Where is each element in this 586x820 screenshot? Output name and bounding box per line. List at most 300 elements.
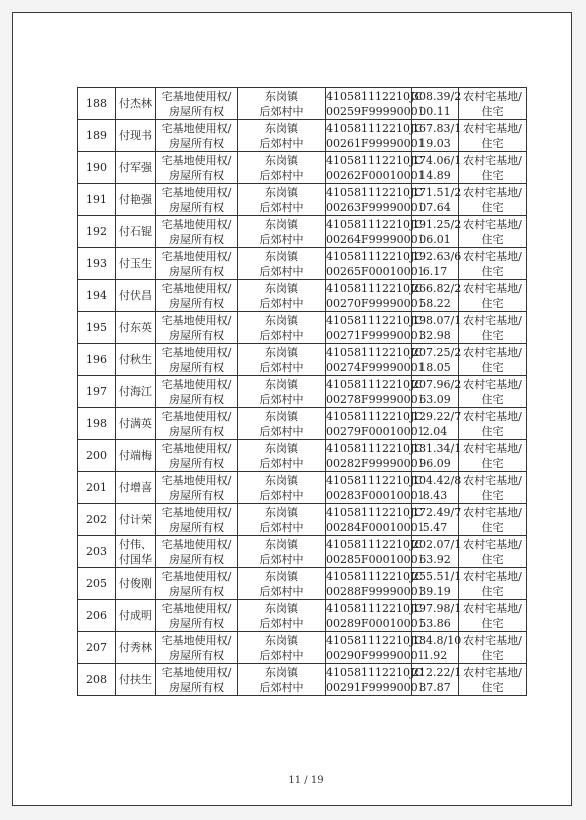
cell-line: 后郊村中 bbox=[259, 680, 304, 694]
cell-line: 东岗镇 bbox=[265, 249, 298, 263]
cell-line: 266.82/2 bbox=[412, 281, 462, 295]
land-use bbox=[459, 248, 527, 280]
area bbox=[412, 152, 462, 184]
table-row bbox=[78, 184, 527, 216]
area bbox=[412, 216, 462, 248]
parcel-code bbox=[326, 472, 425, 504]
cell-line: 东岗镇 bbox=[265, 601, 298, 615]
row-number: 197 bbox=[78, 376, 116, 408]
cell-line: 410581112210JC bbox=[326, 121, 423, 135]
owner-name: 付端梅 bbox=[116, 440, 156, 472]
cell-line: 00262F00010001 bbox=[326, 168, 425, 182]
cell-line: 174.06/1 bbox=[412, 153, 462, 167]
owner-name: 付计荣 bbox=[116, 504, 156, 536]
cell-line: 410581112210JC bbox=[326, 345, 423, 359]
parcel-code bbox=[326, 376, 425, 408]
row-number: 206 bbox=[78, 600, 116, 632]
cell-line: 00264F99990001 bbox=[326, 232, 425, 246]
cell-line: 住宅 bbox=[481, 648, 504, 662]
parcel-code bbox=[326, 312, 425, 344]
cell-line: 住宅 bbox=[481, 232, 504, 246]
cell-line: 东岗镇 bbox=[265, 441, 298, 455]
cell-line: 宅基地使用权/ bbox=[161, 377, 232, 391]
owner-name: 付成明 bbox=[116, 600, 156, 632]
location bbox=[238, 472, 326, 504]
cell-line: 农村宅基地/ bbox=[463, 217, 522, 231]
cell-line: 192.63/6 bbox=[412, 249, 462, 263]
area bbox=[412, 344, 462, 376]
parcel-code bbox=[326, 504, 425, 536]
cell-line: 东岗镇 bbox=[265, 633, 298, 647]
cell-line: 后郊村中 bbox=[259, 552, 304, 566]
location bbox=[238, 216, 326, 248]
cell-line: 410581112210JC bbox=[326, 153, 423, 167]
cell-line: 宅基地使用权/ bbox=[161, 345, 232, 359]
cell-line: 宅基地使用权/ bbox=[161, 89, 232, 103]
cell-line: 住宅 bbox=[481, 328, 504, 342]
cell-line: 172.49/7 bbox=[412, 505, 462, 519]
table-row bbox=[78, 120, 527, 152]
cell-line: 农村宅基地/ bbox=[463, 121, 522, 135]
cell-line: 房屋所有权 bbox=[169, 328, 224, 342]
table-row bbox=[78, 472, 527, 504]
cell-line: 后郊村中 bbox=[259, 360, 304, 374]
location bbox=[238, 344, 326, 376]
cell-line: 06.01 bbox=[419, 232, 451, 246]
cell-line: 410581112210JC bbox=[326, 473, 423, 487]
cell-line: 住宅 bbox=[481, 200, 504, 214]
cell-line: 后郊村中 bbox=[259, 488, 304, 502]
cell-line: 住宅 bbox=[481, 520, 504, 534]
cell-line: 00283F00010001 bbox=[326, 488, 425, 502]
table-row bbox=[78, 664, 527, 696]
cell-line: 宅基地使用权/ bbox=[161, 249, 232, 263]
cell-line: 96.09 bbox=[419, 456, 451, 470]
cell-line: 410581112210JC bbox=[326, 569, 423, 583]
row-number: 208 bbox=[78, 664, 116, 696]
cell-line: 农村宅基地/ bbox=[463, 665, 522, 679]
right-type bbox=[156, 408, 238, 440]
right-type bbox=[156, 472, 238, 504]
cell-line: 房屋所有权 bbox=[169, 488, 224, 502]
cell-line: 房屋所有权 bbox=[169, 456, 224, 470]
cell-line: 宅基地使用权/ bbox=[161, 601, 232, 615]
owner-name: 付海江 bbox=[116, 376, 156, 408]
cell-line: 房屋所有权 bbox=[169, 360, 224, 374]
cell-line: 410581112210JC bbox=[326, 633, 423, 647]
cell-line: 00274F99990001 bbox=[326, 360, 425, 374]
row-number: 193 bbox=[78, 248, 116, 280]
cell-line: 207.25/2 bbox=[412, 345, 462, 359]
owner-name: 付秋生 bbox=[116, 344, 156, 376]
cell-line: 2.04 bbox=[422, 424, 448, 438]
area bbox=[412, 568, 462, 600]
table-row bbox=[78, 152, 527, 184]
cell-line: 东岗镇 bbox=[265, 665, 298, 679]
table-row bbox=[78, 344, 527, 376]
right-type bbox=[156, 152, 238, 184]
cell-line: 东岗镇 bbox=[265, 473, 298, 487]
parcel-code bbox=[326, 664, 425, 696]
land-use bbox=[459, 504, 527, 536]
row-number: 191 bbox=[78, 184, 116, 216]
location bbox=[238, 568, 326, 600]
cell-line: 农村宅基地/ bbox=[463, 313, 522, 327]
cell-line: 410581112210JC bbox=[326, 505, 423, 519]
location bbox=[238, 600, 326, 632]
owner-name: 付扶生 bbox=[116, 664, 156, 696]
cell-line: 00.11 bbox=[419, 104, 451, 118]
cell-line: 202.07/1 bbox=[412, 537, 462, 551]
table-row bbox=[78, 504, 527, 536]
cell-line: 308.39/2 bbox=[412, 89, 462, 103]
table-row bbox=[78, 248, 527, 280]
table-row bbox=[78, 632, 527, 664]
cell-line: 房屋所有权 bbox=[169, 648, 224, 662]
row-number: 196 bbox=[78, 344, 116, 376]
registry-table bbox=[77, 87, 527, 696]
cell-line: 宅基地使用权/ bbox=[161, 569, 232, 583]
right-type bbox=[156, 632, 238, 664]
right-type bbox=[156, 504, 238, 536]
cell-line: 东岗镇 bbox=[265, 121, 298, 135]
cell-line: 房屋所有权 bbox=[169, 616, 224, 630]
cell-line: 后郊村中 bbox=[259, 648, 304, 662]
cell-line: 宅基地使用权/ bbox=[161, 665, 232, 679]
area bbox=[412, 376, 462, 408]
cell-line: 00289F00010001 bbox=[326, 616, 425, 630]
cell-line: 农村宅基地/ bbox=[463, 89, 522, 103]
cell-line: 房屋所有权 bbox=[169, 200, 224, 214]
land-use bbox=[459, 120, 527, 152]
land-use bbox=[459, 536, 527, 568]
cell-line: 63.09 bbox=[419, 392, 451, 406]
cell-line: 东岗镇 bbox=[265, 313, 298, 327]
cell-line: 410581112210JC bbox=[326, 249, 423, 263]
cell-line: 房屋所有权 bbox=[169, 104, 224, 118]
cell-line: 东岗镇 bbox=[265, 281, 298, 295]
owner-name: 付艳强 bbox=[116, 184, 156, 216]
cell-line: 房屋所有权 bbox=[169, 168, 224, 182]
location bbox=[238, 408, 326, 440]
cell-line: 198.07/1 bbox=[412, 313, 462, 327]
parcel-code bbox=[326, 184, 425, 216]
cell-line: 房屋所有权 bbox=[169, 680, 224, 694]
cell-line: 房屋所有权 bbox=[169, 296, 224, 310]
cell-line: 住宅 bbox=[481, 584, 504, 598]
cell-line: 农村宅基地/ bbox=[463, 601, 522, 615]
cell-line: 农村宅基地/ bbox=[463, 249, 522, 263]
right-type bbox=[156, 88, 238, 120]
owner-name: 付满英 bbox=[116, 408, 156, 440]
table-row bbox=[78, 440, 527, 472]
row-number: 198 bbox=[78, 408, 116, 440]
row-number: 194 bbox=[78, 280, 116, 312]
right-type bbox=[156, 536, 238, 568]
location bbox=[238, 120, 326, 152]
cell-line: 181.34/1 bbox=[412, 441, 462, 455]
cell-line: 东岗镇 bbox=[265, 569, 298, 583]
cell-line: 410581112210JC bbox=[326, 537, 423, 551]
row-number: 195 bbox=[78, 312, 116, 344]
cell-line: 住宅 bbox=[481, 488, 504, 502]
cell-line: 后郊村中 bbox=[259, 584, 304, 598]
cell-line: 后郊村中 bbox=[259, 232, 304, 246]
cell-line: 住宅 bbox=[481, 136, 504, 150]
right-type bbox=[156, 120, 238, 152]
parcel-code bbox=[326, 88, 425, 120]
cell-line: 410581112210JC bbox=[326, 89, 423, 103]
cell-line: 5.47 bbox=[422, 520, 448, 534]
parcel-code bbox=[326, 408, 425, 440]
cell-line: 东岗镇 bbox=[265, 505, 298, 519]
cell-line: 00290F99990001 bbox=[326, 648, 425, 662]
cell-line: 东岗镇 bbox=[265, 217, 298, 231]
cell-line: 8.43 bbox=[422, 488, 448, 502]
cell-line: 00271F99990001 bbox=[326, 328, 425, 342]
cell-line: 宅基地使用权/ bbox=[161, 185, 232, 199]
cell-line: 87.87 bbox=[419, 680, 451, 694]
location bbox=[238, 376, 326, 408]
cell-line: 房屋所有权 bbox=[169, 264, 224, 278]
owner-name: 付现书 bbox=[116, 120, 156, 152]
land-use bbox=[459, 568, 527, 600]
cell-line: 住宅 bbox=[481, 456, 504, 470]
location bbox=[238, 440, 326, 472]
table-row bbox=[78, 536, 527, 568]
table-row bbox=[78, 312, 527, 344]
owner-name: 付伏昌 bbox=[116, 280, 156, 312]
location bbox=[238, 152, 326, 184]
parcel-code bbox=[326, 344, 425, 376]
parcel-code bbox=[326, 120, 425, 152]
cell-line: 住宅 bbox=[481, 424, 504, 438]
parcel-code bbox=[326, 216, 425, 248]
cell-line: 14.89 bbox=[419, 168, 451, 182]
land-use bbox=[459, 312, 527, 344]
cell-line: 255.51/1 bbox=[412, 569, 462, 583]
cell-line: 197.98/1 bbox=[412, 601, 462, 615]
cell-line: 住宅 bbox=[481, 264, 504, 278]
cell-line: 宅基地使用权/ bbox=[161, 313, 232, 327]
right-type bbox=[156, 344, 238, 376]
parcel-code bbox=[326, 440, 425, 472]
row-number: 202 bbox=[78, 504, 116, 536]
land-use bbox=[459, 632, 527, 664]
land-use bbox=[459, 88, 527, 120]
cell-line: 后郊村中 bbox=[259, 392, 304, 406]
cell-line: 19.03 bbox=[419, 136, 451, 150]
cell-line: 房屋所有权 bbox=[169, 136, 224, 150]
cell-line: 房屋所有权 bbox=[169, 424, 224, 438]
row-number: 190 bbox=[78, 152, 116, 184]
cell-line: 410581112210JC bbox=[326, 441, 423, 455]
parcel-code bbox=[326, 248, 425, 280]
cell-line: 农村宅基地/ bbox=[463, 153, 522, 167]
cell-line: 宅基地使用权/ bbox=[161, 505, 232, 519]
cell-line: 宅基地使用权/ bbox=[161, 473, 232, 487]
cell-line: 129.22/7 bbox=[412, 409, 462, 423]
cell-line: 房屋所有权 bbox=[169, 392, 224, 406]
right-type bbox=[156, 376, 238, 408]
cell-line: 住宅 bbox=[481, 360, 504, 374]
cell-line: 农村宅基地/ bbox=[463, 505, 522, 519]
cell-line: 住宅 bbox=[481, 680, 504, 694]
cell-line: 00265F00010001 bbox=[326, 264, 425, 278]
land-use bbox=[459, 216, 527, 248]
parcel-code bbox=[326, 152, 425, 184]
table-row bbox=[78, 88, 527, 120]
table-row bbox=[78, 600, 527, 632]
location bbox=[238, 504, 326, 536]
area bbox=[412, 664, 462, 696]
cell-line: 410581112210JC bbox=[326, 185, 423, 199]
area bbox=[412, 536, 462, 568]
cell-line: 后郊村中 bbox=[259, 424, 304, 438]
cell-line: 212.22/1 bbox=[412, 665, 462, 679]
cell-line: 房屋所有权 bbox=[169, 552, 224, 566]
cell-line: 191.25/2 bbox=[412, 217, 462, 231]
right-type bbox=[156, 440, 238, 472]
cell-line: 东岗镇 bbox=[265, 185, 298, 199]
cell-line: 宅基地使用权/ bbox=[161, 281, 232, 295]
cell-line: 房屋所有权 bbox=[169, 520, 224, 534]
cell-line: 住宅 bbox=[481, 616, 504, 630]
row-number: 200 bbox=[78, 440, 116, 472]
land-use bbox=[459, 600, 527, 632]
cell-line: 410581112210JC bbox=[326, 313, 423, 327]
table-row bbox=[78, 216, 527, 248]
table-row bbox=[78, 280, 527, 312]
location bbox=[238, 536, 326, 568]
cell-line: 00270F99990001 bbox=[326, 296, 425, 310]
cell-line: 00261F99990001 bbox=[326, 136, 425, 150]
land-use bbox=[459, 440, 527, 472]
cell-line: 184.8/10 bbox=[412, 633, 462, 647]
land-use bbox=[459, 408, 527, 440]
land-use bbox=[459, 152, 527, 184]
cell-line: 住宅 bbox=[481, 296, 504, 310]
cell-line: 后郊村中 bbox=[259, 296, 304, 310]
cell-line: 6.17 bbox=[422, 264, 448, 278]
cell-line: 00288F99990001 bbox=[326, 584, 425, 598]
owner-name: 付军强 bbox=[116, 152, 156, 184]
cell-line: 住宅 bbox=[481, 104, 504, 118]
cell-line: 农村宅基地/ bbox=[463, 569, 522, 583]
area bbox=[412, 280, 462, 312]
parcel-code bbox=[326, 632, 425, 664]
row-number: 201 bbox=[78, 472, 116, 504]
cell-line: 410581112210JC bbox=[326, 217, 423, 231]
area bbox=[412, 120, 462, 152]
location bbox=[238, 312, 326, 344]
cell-line: 410581112210JC bbox=[326, 601, 423, 615]
cell-line: 410581112210JC bbox=[326, 281, 423, 295]
row-number: 189 bbox=[78, 120, 116, 152]
row-number: 192 bbox=[78, 216, 116, 248]
cell-line: 410581112210JC bbox=[326, 665, 423, 679]
table-body bbox=[78, 88, 527, 696]
cell-line: 后郊村中 bbox=[259, 104, 304, 118]
location bbox=[238, 184, 326, 216]
cell-line: 后郊村中 bbox=[259, 168, 304, 182]
cell-line: 00282F99990001 bbox=[326, 456, 425, 470]
cell-line: 39.19 bbox=[419, 584, 451, 598]
table-row bbox=[78, 408, 527, 440]
cell-line: 农村宅基地/ bbox=[463, 409, 522, 423]
cell-line: 410581112210JC bbox=[326, 409, 423, 423]
cell-line: 58.22 bbox=[419, 296, 451, 310]
cell-line: 后郊村中 bbox=[259, 200, 304, 214]
parcel-code bbox=[326, 536, 425, 568]
location bbox=[238, 632, 326, 664]
cell-line: 东岗镇 bbox=[265, 345, 298, 359]
area bbox=[412, 600, 462, 632]
cell-line: 32.98 bbox=[419, 328, 451, 342]
cell-line: 农村宅基地/ bbox=[463, 345, 522, 359]
cell-line: 00284F00010001 bbox=[326, 520, 425, 534]
owner-name: 付杰林 bbox=[116, 88, 156, 120]
location bbox=[238, 88, 326, 120]
cell-line: 00263F99990001 bbox=[326, 200, 425, 214]
cell-line: 宅基地使用权/ bbox=[161, 633, 232, 647]
cell-line: 后郊村中 bbox=[259, 520, 304, 534]
cell-line: 农村宅基地/ bbox=[463, 377, 522, 391]
cell-line: 1.92 bbox=[422, 648, 448, 662]
cell-line: 104.42/8 bbox=[412, 473, 462, 487]
cell-line: 农村宅基地/ bbox=[463, 633, 522, 647]
right-type bbox=[156, 280, 238, 312]
area bbox=[412, 440, 462, 472]
cell-line: 住宅 bbox=[481, 392, 504, 406]
cell-line: 农村宅基地/ bbox=[463, 441, 522, 455]
cell-line: 167.83/1 bbox=[412, 121, 462, 135]
page-number: 11 / 19 bbox=[288, 775, 324, 786]
owner-name: 付俊刚 bbox=[116, 568, 156, 600]
cell-line: 房屋所有权 bbox=[169, 584, 224, 598]
owner-name: 付石锟 bbox=[116, 216, 156, 248]
cell-line: 东岗镇 bbox=[265, 89, 298, 103]
land-use bbox=[459, 472, 527, 504]
cell-line: 53.86 bbox=[419, 616, 451, 630]
row-number: 188 bbox=[78, 88, 116, 120]
cell-line: 07.64 bbox=[419, 200, 451, 214]
row-number: 205 bbox=[78, 568, 116, 600]
cell-line: 宅基地使用权/ bbox=[161, 409, 232, 423]
land-use bbox=[459, 376, 527, 408]
land-use bbox=[459, 664, 527, 696]
owner-name: 付秀林 bbox=[116, 632, 156, 664]
right-type bbox=[156, 248, 238, 280]
row-number: 203 bbox=[78, 536, 116, 568]
cell-line: 东岗镇 bbox=[265, 409, 298, 423]
cell-line: 东岗镇 bbox=[265, 377, 298, 391]
parcel-code bbox=[326, 568, 425, 600]
cell-line: 宅基地使用权/ bbox=[161, 217, 232, 231]
cell-line: 00259F99990001 bbox=[326, 104, 425, 118]
right-type bbox=[156, 312, 238, 344]
table-row bbox=[78, 568, 527, 600]
cell-line: 后郊村中 bbox=[259, 616, 304, 630]
cell-line: 410581112210JC bbox=[326, 377, 423, 391]
location bbox=[238, 280, 326, 312]
row-number: 207 bbox=[78, 632, 116, 664]
right-type bbox=[156, 216, 238, 248]
right-type bbox=[156, 664, 238, 696]
owner-name: 付伟、付国华 bbox=[116, 536, 156, 568]
owner-name: 付东英 bbox=[116, 312, 156, 344]
cell-line: 宅基地使用权/ bbox=[161, 153, 232, 167]
